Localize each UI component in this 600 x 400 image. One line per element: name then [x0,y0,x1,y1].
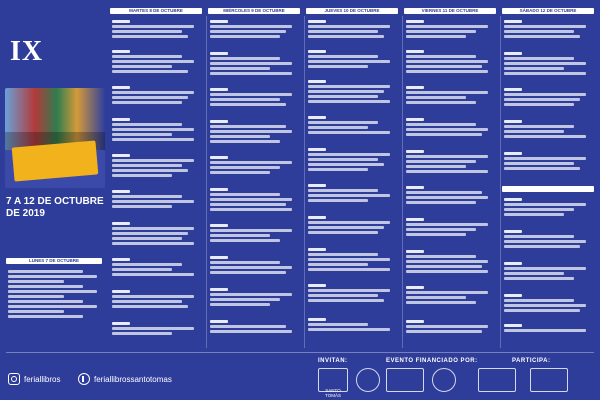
schedule-block [406,186,494,206]
day-column-martes [110,8,202,350]
schedule-block [112,154,200,179]
schedule-block [210,188,298,213]
left-panel [0,0,110,400]
schedule-block [210,256,298,276]
schedule-block [210,20,298,40]
financiado-label: EVENTO FINANCIADO POR: [386,358,478,364]
schedule-block [406,86,494,106]
day-header: MIÉRCOLES 9 DE OCTUBRE [208,8,300,14]
lunes-line [8,280,64,283]
schedule-block [406,218,494,238]
day-header: SÁBADO 12 DE OCTUBRE [502,8,594,14]
day-column-sabado [502,8,594,350]
day-header: MARTES 8 DE OCTUBRE [110,8,202,14]
footer [0,352,600,400]
schedule-block [210,120,298,145]
schedule-block [308,318,396,333]
logo-caption: SANTO TOMÁS [325,388,341,398]
instagram-handle: feriallibros [24,374,61,384]
schedule-block [308,116,396,136]
schedule-block [308,184,396,204]
schedule-block [210,88,298,108]
day-column-jueves [306,8,398,350]
event-title [10,36,108,76]
schedule-block [406,20,494,40]
schedule-block [406,50,494,75]
schedule-block [308,20,396,40]
schedule-block [308,248,396,273]
facebook-link[interactable] [78,372,172,386]
ceo-logo [530,368,568,392]
column-divider [402,16,403,348]
schedule-block [210,52,298,77]
poster-image [5,88,105,188]
schedule-block [504,294,592,314]
facebook-icon [78,373,90,385]
instagram-link[interactable] [8,372,60,386]
participa-label: PARTICIPA: [512,358,551,364]
schedule-block [210,156,298,176]
poster-banner [12,140,99,181]
schedule-block [112,322,200,337]
rn-logo [478,368,516,392]
schedule-block [504,198,592,218]
schedule-block [210,288,298,308]
facebook-handle: feriallibrossantotomas [94,374,172,384]
sub-section-header [502,186,594,192]
ministerio-logo [386,368,424,392]
schedule-block [504,230,592,250]
schedule-block [210,320,298,335]
guitar-logo [432,368,456,392]
lunes-line [8,295,64,298]
lunes-line [8,315,83,318]
schedule-block [504,52,592,77]
schedule-block [112,222,200,247]
schedule-block [308,148,396,173]
schedule-block [112,86,200,106]
schedule-block [308,50,396,70]
lunes-line [8,270,83,273]
schedule-block [406,320,494,335]
schedule-block [112,190,200,210]
schedule-block [504,152,592,172]
footer-divider [6,352,594,353]
day-column-viernes [404,8,496,350]
schedule-block [504,20,592,40]
schedule-block [406,118,494,138]
schedule-block [112,20,200,40]
schedule-block [504,120,592,140]
schedule-block [308,80,396,105]
schedule-columns [110,8,600,350]
lunes-line [8,300,83,303]
municipal-logo [356,368,380,392]
title-numeral: IX [10,36,44,67]
schedule-block [210,224,298,244]
schedule-block [112,50,200,75]
santo-tomas-logo [318,368,348,398]
schedule-block [308,216,396,236]
column-divider [206,16,207,348]
lunes-line [8,290,97,293]
schedule-block [112,290,200,310]
day-column-miercoles [208,8,300,350]
schedule-block [504,324,592,334]
invitan-label: INVITAN: [318,358,348,364]
schedule-block [308,284,396,304]
event-date: 7 A 12 DE OCTUBRE DE 2019 [6,196,104,219]
day-header: JUEVES 10 DE OCTUBRE [306,8,398,14]
schedule-block [406,150,494,175]
schedule-block [112,118,200,143]
schedule-block [112,258,200,278]
instagram-icon [8,373,20,385]
lunes-line [8,310,64,313]
poster-banner-text [17,147,91,153]
day-header-lunes: LUNES 7 DE OCTUBRE [6,258,102,264]
lunes-line [8,285,83,288]
lunes-line [8,305,97,308]
column-divider [500,16,501,348]
column-divider [304,16,305,348]
schedule-block [406,286,494,306]
lunes-line [8,275,97,278]
schedule-block [406,250,494,275]
schedule-block [504,262,592,282]
schedule-block [504,88,592,108]
day-header: VIERNES 11 DE OCTUBRE [404,8,496,14]
lunes-list [8,268,102,320]
